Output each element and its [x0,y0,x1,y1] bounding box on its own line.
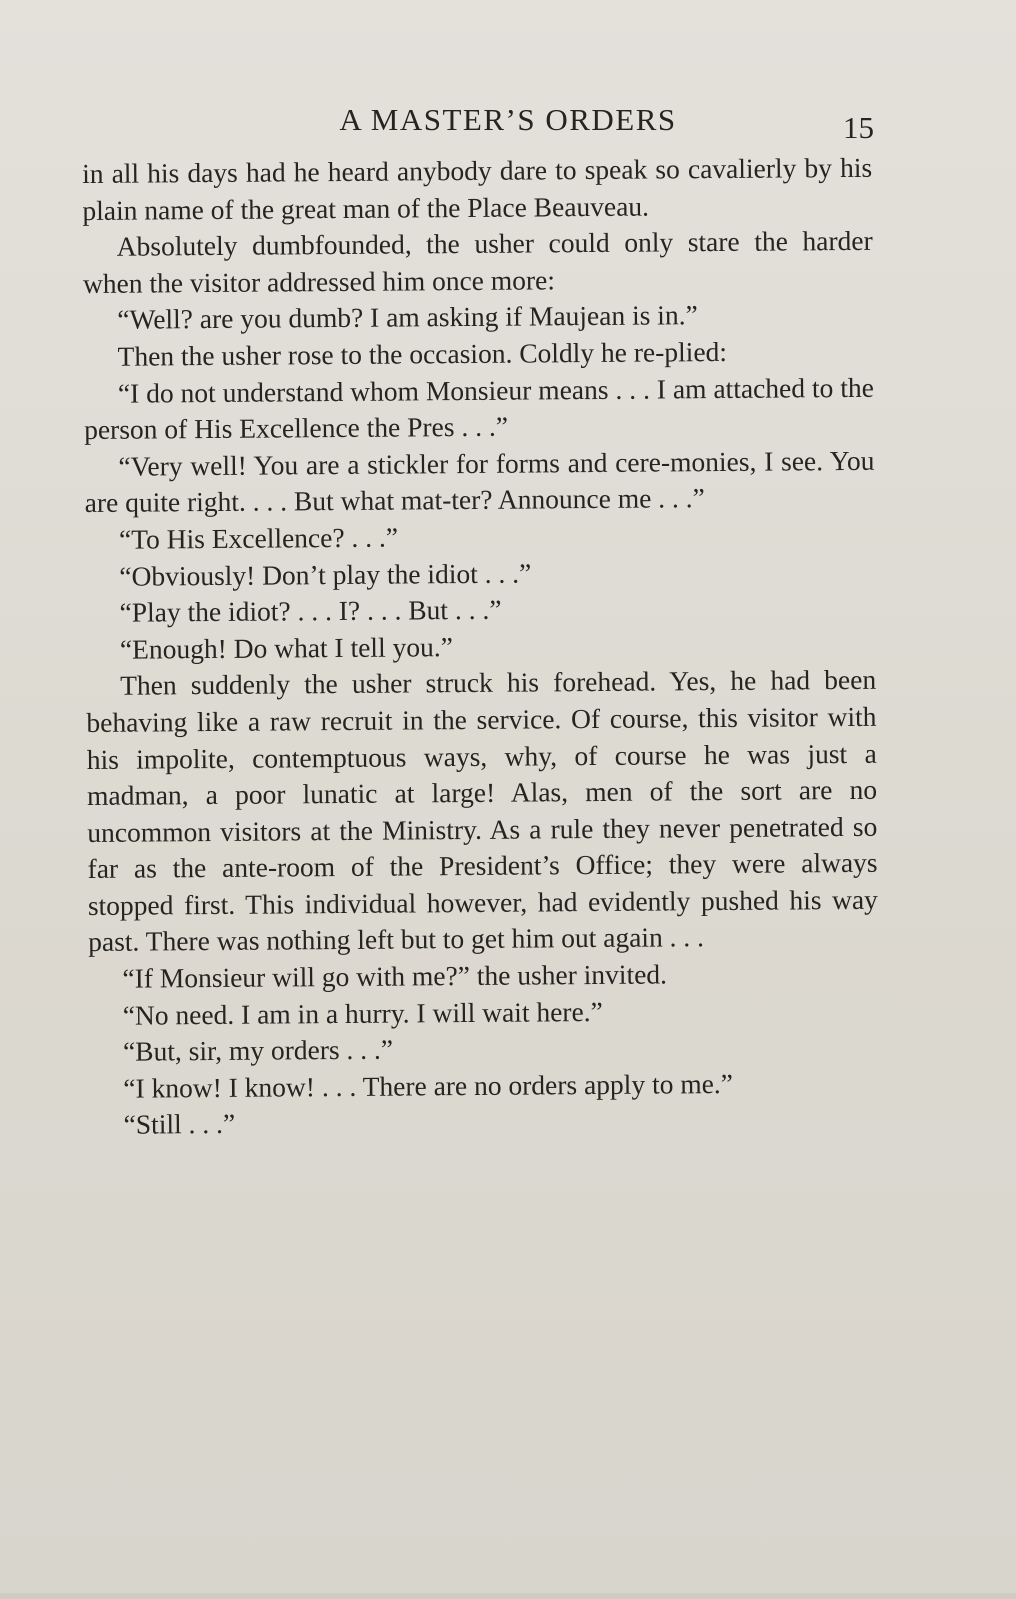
paragraph: in all his days had he heard anybody dare to speak so cavalierly by his plain name of the great man of the Place Beauveau. [82,151,873,226]
paragraph: “To His Excellence? . . .” [118,521,399,555]
page-number: 15 [843,110,874,145]
paragraph: Then the usher rose to the occasion. Coldly he re-plied: [117,335,728,372]
paragraph: “No need. I am in a hurry. I will wait here.” [122,995,603,1031]
page-bottom-edge [0,1593,1016,1599]
paragraph: “Still . . .” [123,1108,236,1141]
body-text [82,150,880,1144]
paragraph: Absolutely dumbfounded, the usher could only stare the harder when the visitor addressed him once more: [82,224,873,299]
paragraph: “Obviously! Don’t play the idiot . . .” [119,557,532,592]
paragraph: “I do not understand whom Monsieur means . . . I am attached to the person of His Excellence the Pres . . .” [84,371,874,446]
paragraph: “But, sir, my orders . . .” [122,1033,394,1067]
paragraph: Then suddenly the usher struck his forehead. Yes, he had been behaving like a raw recruit in the service. Of course, this visitor with his impolite, contemptuous ways, why, of course he was just a madman, a poor lunatic at large! Alas, men of the sort are no uncommon visitors at the Ministry. As a rule they never penetrated so far as the ante-room of the President’s Office; they were always stopped first. This individual however, had evidently pushed his way past. There was nothing left but to get him out again . . . [86,664,878,958]
running-header-title: A MASTER’S ORDERS [339,102,677,137]
paragraph: “Very well! You are a stickler for forms and cere-monies, I see. You are quite right. . . . But what mat-ter? Announce me . . .” [84,444,875,519]
paragraph: “If Monsieur will go with me?” the usher invited. [122,958,668,994]
paragraph: “Play the idiot? . . . I? . . . But . . .” [119,593,502,628]
paragraph: “Well? are you dumb? I am asking if Maujean is in.” [117,299,698,336]
paragraph: “I know! I know! . . . There are no orders apply to me.” [123,1067,734,1104]
paragraph: “Enough! Do what I tell you.” [119,630,453,665]
